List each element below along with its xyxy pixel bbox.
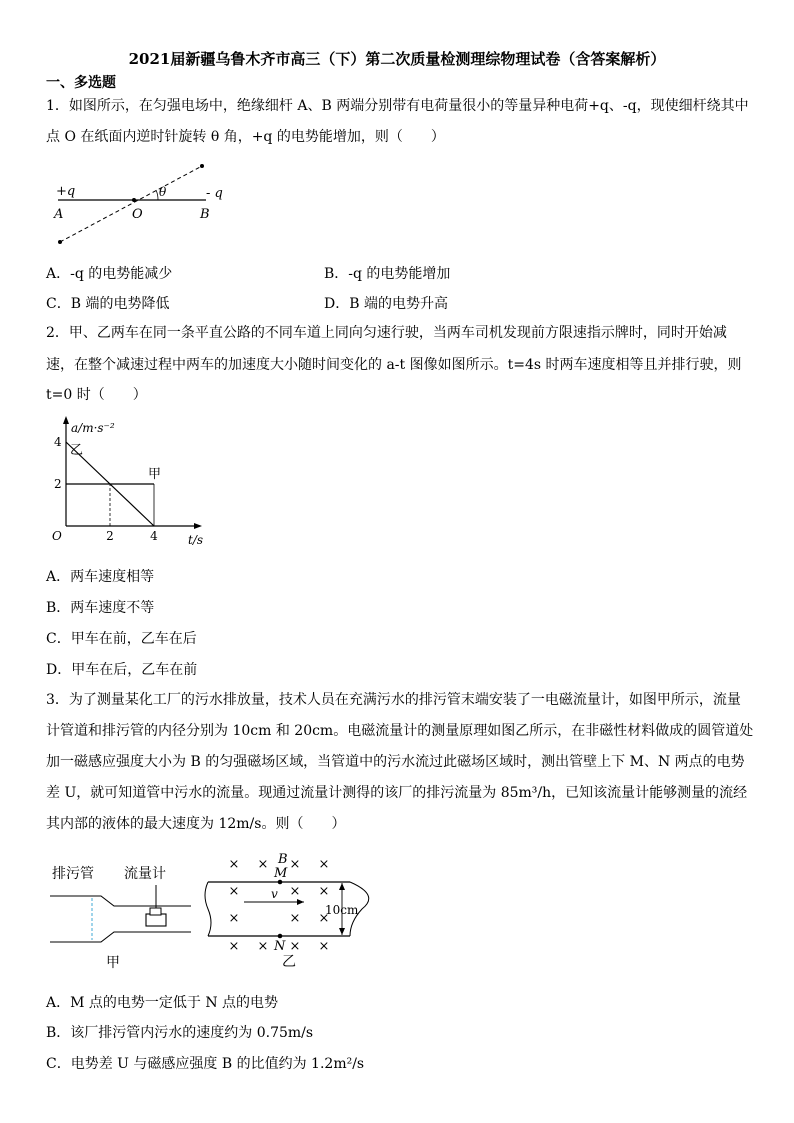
y-axis-label: a/m·s⁻² [71,421,115,435]
sewage-pipe [50,896,191,942]
pipe-left-cut [205,882,211,936]
origin-label: O [52,529,62,543]
field-cross: × [289,911,301,926]
q2-option-b[interactable]: B．两车速度不等 [46,600,155,616]
theta-label: θ [159,185,167,199]
velocity-label: v [271,887,278,901]
label-b: B [278,852,288,867]
flowmeter-body [146,914,166,926]
field-cross: × [318,911,330,926]
caption-yi: 乙 [282,954,296,970]
field-cross: × [318,939,330,954]
field-cross: × [228,911,240,926]
caption-jia: 甲 [106,955,120,971]
q3-line-2: 计管道和排污管的内径分别为 10cm 和 20cm。电磁流量计的测量原理如图乙所示，在非磁性材料做成的圆管道处 [46,723,754,739]
q1-option-b[interactable]: B．-q 的电势能增加 [324,266,451,282]
x-axis-arrow [194,523,202,529]
q3-line-5: 其内部的液体的最大速度为 12m/s。则（ ） [46,816,346,832]
q2-option-d[interactable]: D．甲车在后，乙车在前 [46,662,198,678]
field-cross: × [289,939,301,954]
q3-figure-jia [46,850,206,975]
label-m: M [274,866,288,881]
q3-option-b[interactable]: B．该厂排污管内污水的速度约为 0.75m/s [46,1025,314,1041]
y-axis-arrow [63,416,69,424]
q3-line-1: 3．为了测量某化工厂的污水排放量，技术人员在充满污水的排污管末端安装了一电磁流量计，如图甲所示，流量 [46,692,741,708]
minus-q-label: - q [206,186,223,201]
q1-option-a[interactable]: A．-q 的电势能减少 [46,266,173,282]
x-tick-label: 4 [150,529,158,543]
label-a: A [54,207,64,222]
q2-at-chart [46,412,216,554]
x-tick-label: 2 [106,529,114,543]
q1-figure [46,158,246,250]
q1-line-1: 1．如图所示，在匀强电场中，绝缘细杆 A、B 两端分别带有电荷量很小的等量异种电荷+q、-q，现使细杆绕其中 [46,98,749,114]
q1-option-d[interactable]: D．B 端的电势升高 [324,296,448,312]
pipe-label: 排污管 [52,866,94,882]
q2-line-3: t=0 时（ ） [46,387,147,403]
field-cross: × [228,939,240,954]
label-n: N [274,939,286,954]
section-heading: 一、多选题 [46,75,116,91]
x-axis-label: t/s [188,533,204,547]
rotated-end-a [58,240,62,244]
q3-option-c[interactable]: C．电势差 U 与磁感应强度 B 的比值约为 1.2m²/s [46,1056,365,1072]
label-o: O [132,207,143,222]
series-label-1: 甲 [148,467,162,482]
field-cross: × [228,857,240,872]
field-cross: × [289,857,301,872]
q1-option-c[interactable]: C．B 端的电势降低 [46,296,170,312]
field-cross: × [318,857,330,872]
y-tick-label: 2 [54,477,62,491]
q2-option-a[interactable]: A．两车速度相等 [46,569,155,585]
meter-label: 流量计 [124,866,166,882]
q3-option-a[interactable]: A．M 点的电势一定低于 N 点的电势 [46,995,279,1011]
field-cross: × [289,884,301,899]
y-tick-label: 4 [54,435,62,449]
pivot-point [132,198,136,202]
q2-line-1: 2．甲、乙两车在同一条平直公路的不同车道上同向匀速行驶，当两车司机发现前方限速指示牌时，同时开始减 [46,325,727,341]
rotated-end-b [200,164,204,168]
q2-line-2: 速，在整个减速过程中两车的加速度大小随时间变化的 a-t 图像如图所示。t=4s 时两车速度相等且并排行驶，则 [46,357,742,373]
page-title: 2021届新疆乌鲁木齐市高三（下）第二次质量检测理综物理试卷（含答案解析） [128,50,666,68]
flowmeter-head [150,908,161,915]
theta-arc [156,190,158,200]
q1-line-2: 点 O 在纸面内逆时针旋转 θ 角，+q 的电势能增加，则（ ） [46,129,445,145]
point-n [278,934,283,939]
q3-figure-yi [200,850,380,975]
diameter-label: 10cm [325,903,359,917]
plus-q-label: +q [56,184,76,199]
field-cross: × [257,939,269,954]
label-b: B [200,207,210,222]
series-label-0: 乙 [70,443,84,458]
rotated-rod-line [60,166,202,242]
field-cross: × [257,857,269,872]
q3-line-4: 差 U，就可知道管中污水的流量。现通过流量计测得的该厂的排污流量为 85m³/h，已知该流量计能够测量的流经 [46,785,748,801]
q2-option-c[interactable]: C．甲车在前，乙车在后 [46,631,197,647]
q3-line-3: 加一磁感应强度大小为 B 的匀强磁场区域，当管道中的污水流过此磁场区域时，测出管壁上下 M、N 两点的电势 [46,754,745,770]
velocity-arrowhead [297,899,304,905]
field-cross: × [318,884,330,899]
field-cross: × [228,884,240,899]
